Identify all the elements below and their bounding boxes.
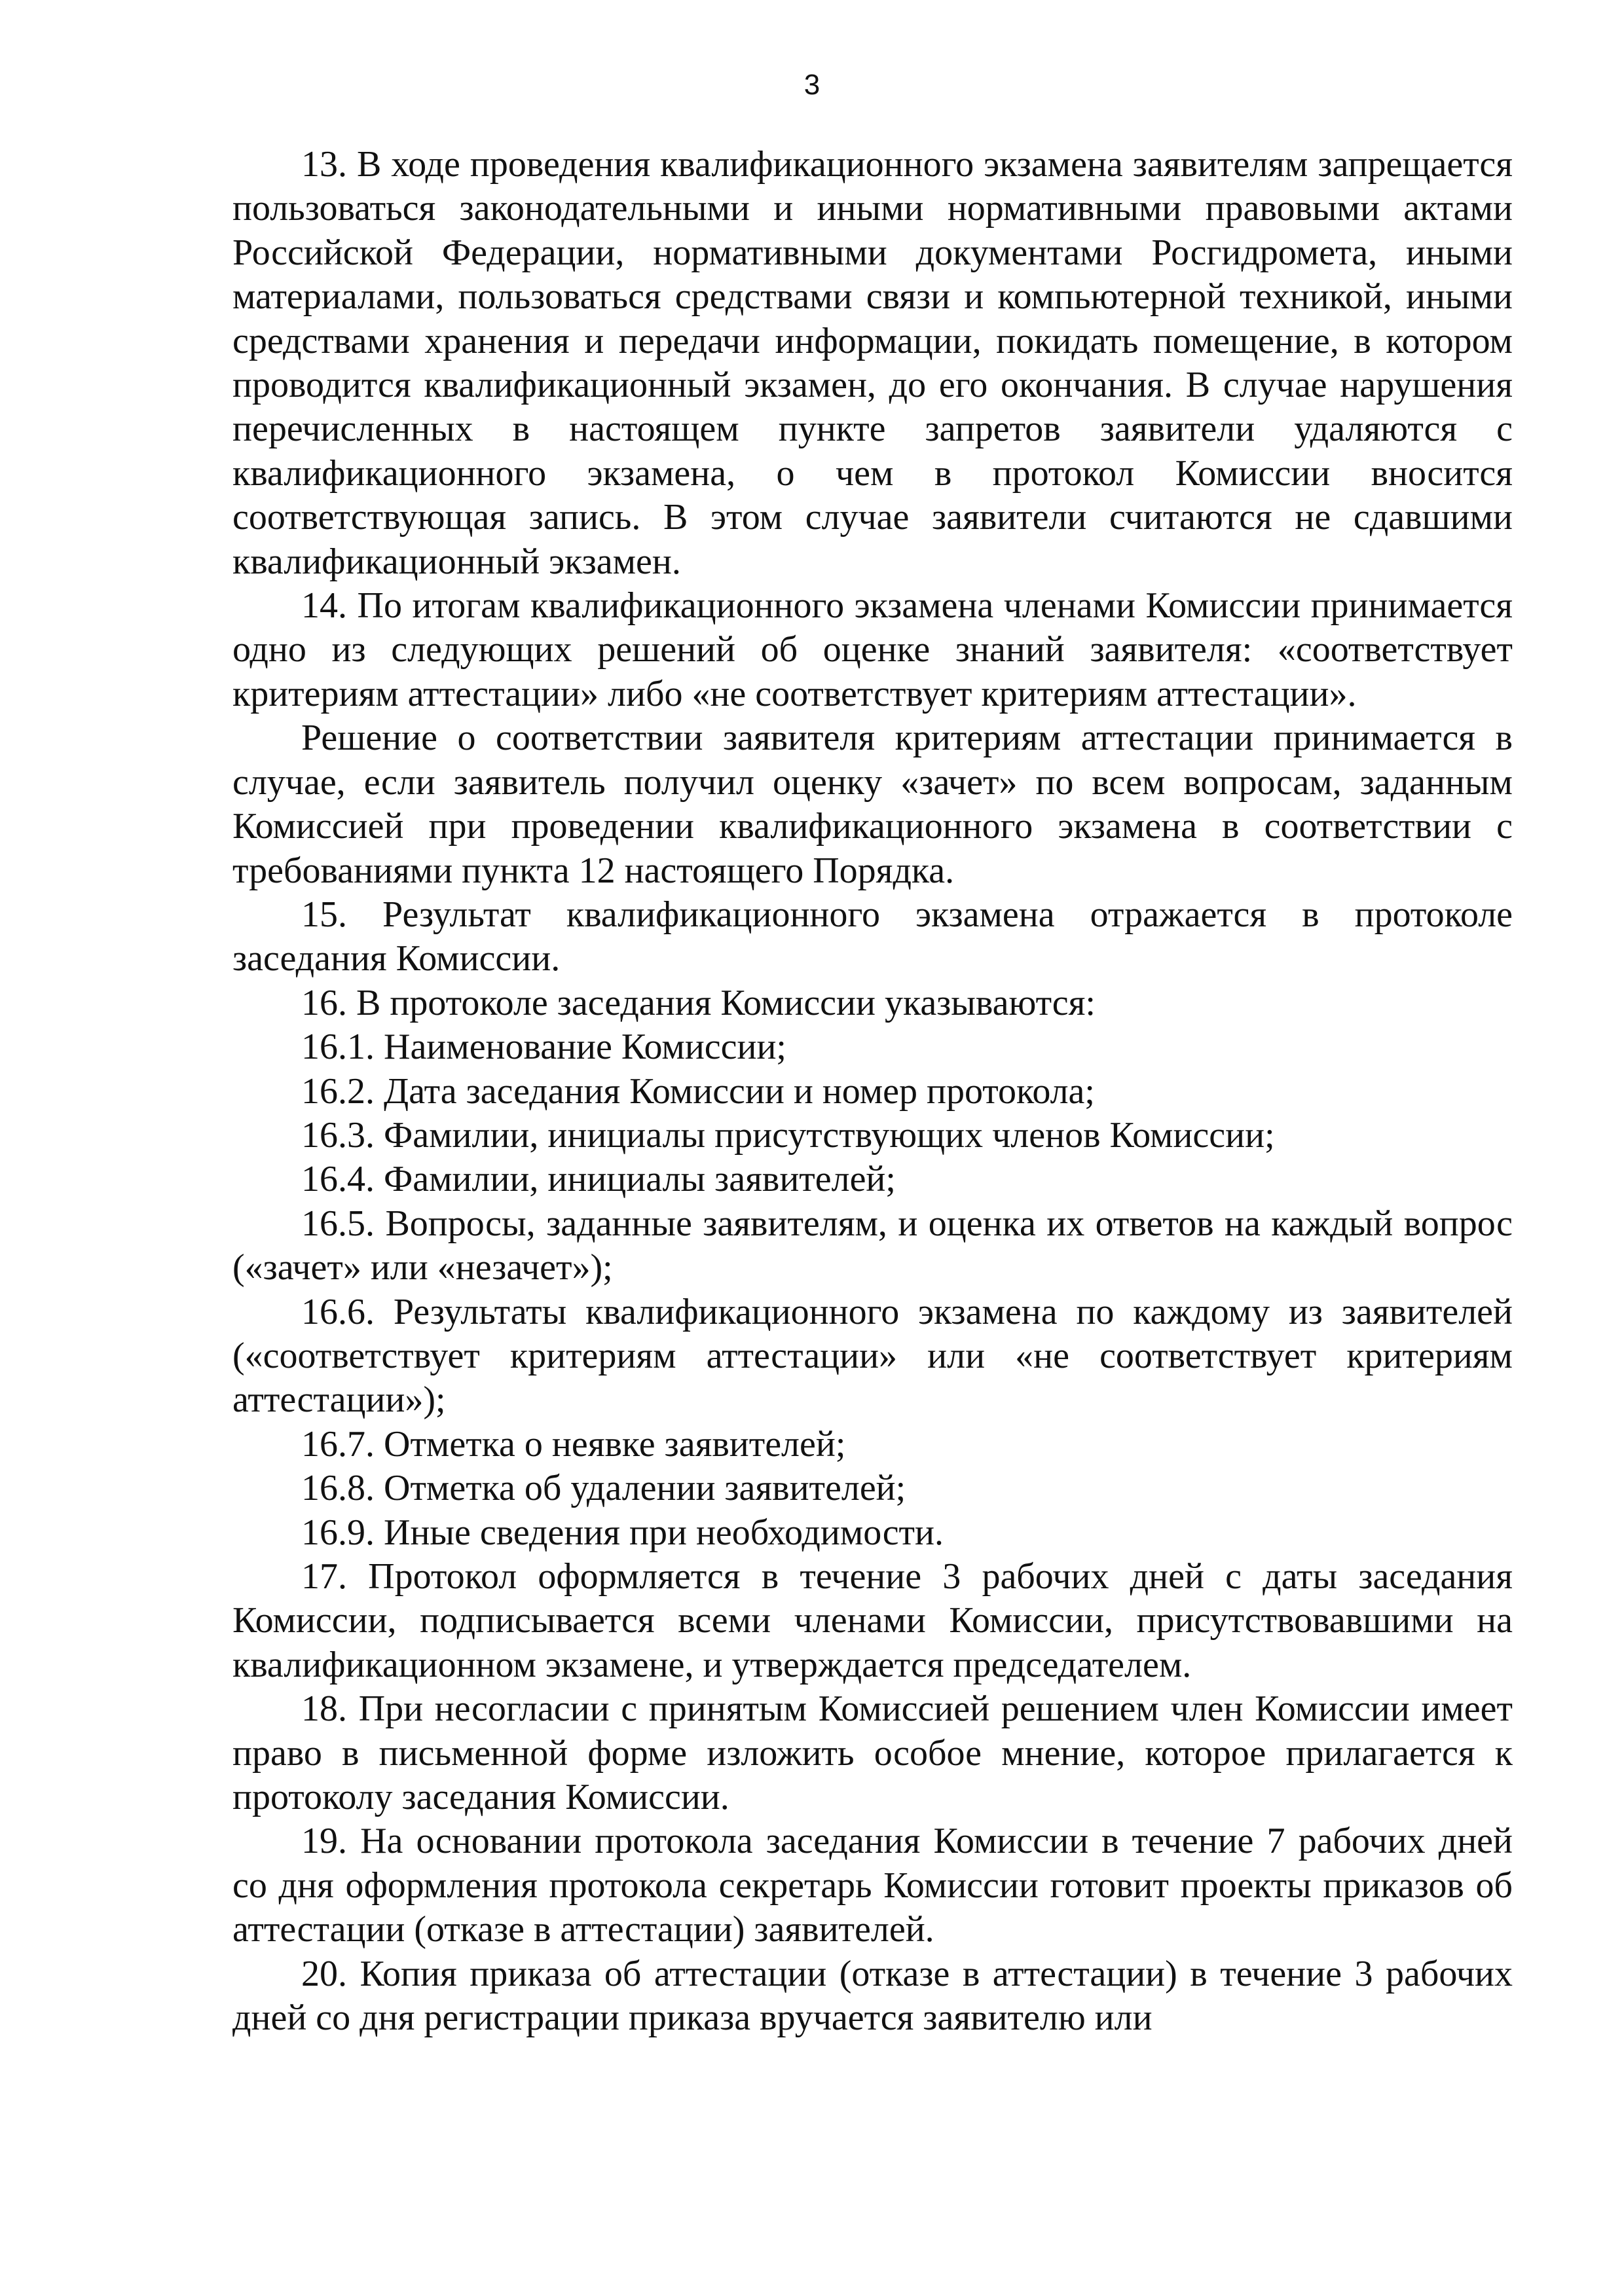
paragraph-20: 20. Копия приказа об аттестации (отказе в аттестации) в течение 3 рабочих дней со дня регистрации приказа вручается заявителю или xyxy=(232,1953,1513,2039)
paragraph-16-5: 16.5. Вопросы, заданные заявителям, и оценка их ответов на каждый вопрос («зачет» или «незачет»); xyxy=(232,1203,1513,1288)
document-body xyxy=(232,143,1513,2040)
paragraph-17: 17. Протокол оформляется в течение 3 рабочих дней с даты заседания Комиссии, подписывается всеми членами Комиссии, присутствовавшими на квалификационном экзамене, и утверждается председателем. xyxy=(232,1556,1513,1685)
paragraph-16-3: 16.3. Фамилии, инициалы присутствующих членов Комиссии; xyxy=(301,1114,1275,1156)
paragraph-14: 14. По итогам квалификационного экзамена членами Комиссии принимается одно из следующих решений об оценке знаний заявителя: «соответствует критериям аттестации» либо «не соответствует критериям аттестации». xyxy=(232,585,1513,714)
paragraph-13: 13. В ходе проведения квалификационного экзамена заявителям запрещается пользоваться законодательными и иными нормативными правовыми актами Российской Федерации, нормативными документами Росгидромета, иными материалами, пользоваться средствами связи и компьютерной техникой, иными средствами хранения и передачи информации, покидать помещение, в котором проводится квалификационный экзамен, до его окончания. В случае нарушения перечисленных в настоящем пункте запретов заявители удаляются с квалификационного экзамена, о чем в протокол Комиссии вносится соответствующая запись. В этом случае заявители считаются не сдавшими квалификационный экзамен. xyxy=(232,144,1513,582)
paragraph-14-decision: Решение о соответствии заявителя критериям аттестации принимается в случае, если заявитель получил оценку «зачет» по всем вопросам, заданным Комиссией при проведении квалификационного экзамена в соответствии с требованиями пункта 12 настоящего Порядка. xyxy=(232,718,1513,891)
paragraph-15: 15. Результат квалификационного экзамена отражается в протоколе заседания Комиссии. xyxy=(232,894,1513,979)
paragraph-16-9: 16.9. Иные сведения при необходимости. xyxy=(301,1512,944,1553)
page-number: 3 xyxy=(803,69,821,101)
paragraph-16-8: 16.8. Отметка об удалении заявителей; xyxy=(301,1468,906,1509)
paragraph-18: 18. При несогласии с принятым Комиссией решением член Комиссии имеет право в письменной форме изложить особое мнение, которое прилагается к протоколу заседания Комиссии. xyxy=(232,1688,1513,1818)
paragraph-16-6: 16.6. Результаты квалификационного экзамена по каждому из заявителей («соответствует критериям аттестации» или «не соответствует критериям аттестации»); xyxy=(232,1291,1513,1421)
paragraph-16-2: 16.2. Дата заседания Комиссии и номер протокола; xyxy=(301,1070,1095,1112)
paragraph-16-4: 16.4. Фамилии, инициалы заявителей; xyxy=(301,1159,896,1200)
paragraph-16-7: 16.7. Отметка о неявке заявителей; xyxy=(301,1423,846,1465)
paragraph-16-1: 16.1. Наименование Комиссии; xyxy=(301,1027,786,1068)
paragraph-16: 16. В протоколе заседания Комиссии указываются: xyxy=(301,982,1096,1023)
paragraph-19: 19. На основании протокола заседания Комиссии в течение 7 рабочих дней со дня оформления протокола секретарь Комиссии готовит проекты приказов об аттестации (отказе в аттестации) заявителей. xyxy=(232,1821,1513,1950)
